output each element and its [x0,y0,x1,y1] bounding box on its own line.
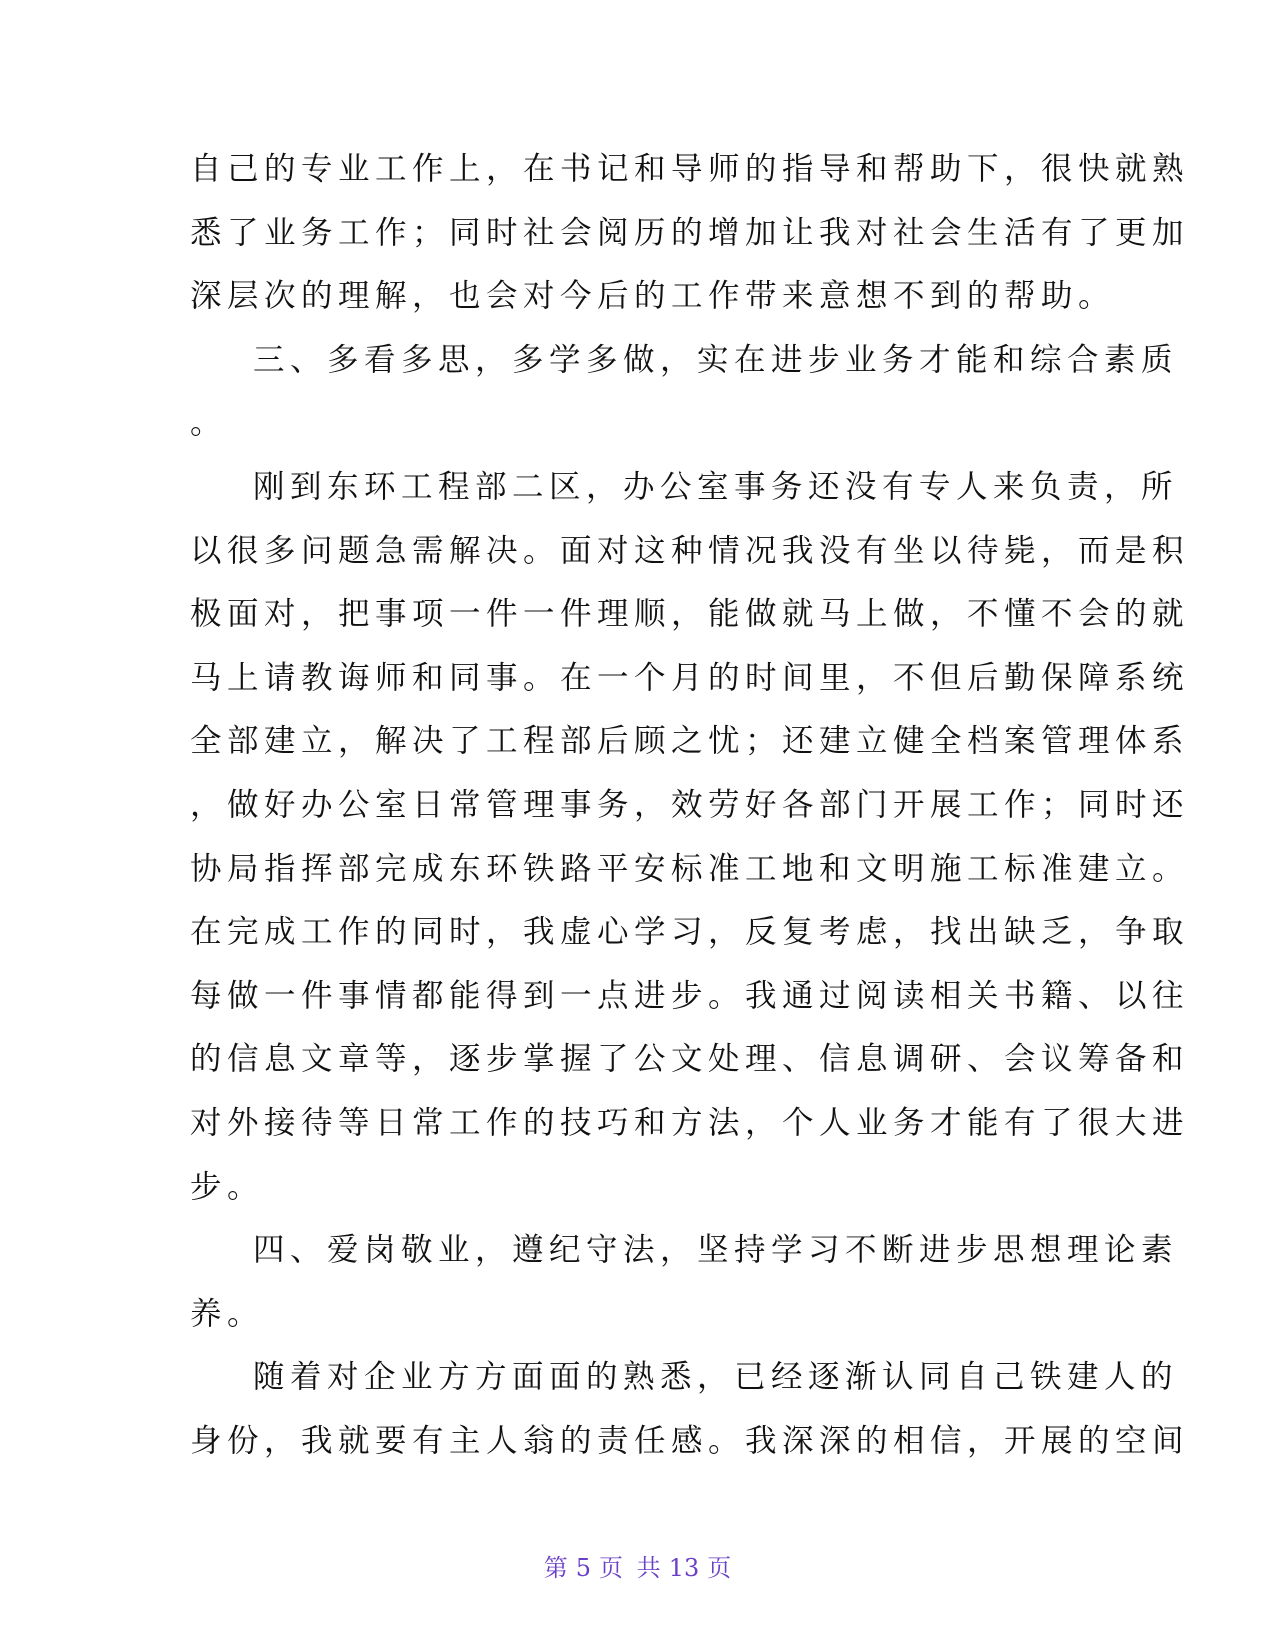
text-line: 协局指挥部完成东环铁路平安标准工地和文明施工标准建立。 [190,850,1190,887]
footer-middle: 页 共 [599,1554,661,1582]
text-line: 马上请教诲师和同事。在一个月的时间里，不但后勤保障系统 [190,659,1190,696]
footer-total-pages: 13 [668,1554,700,1582]
body-text [190,138,1190,1473]
paragraph-start: 随着对企业方方面面的熟悉，已经逐渐认同自己铁建人的 [253,1359,1179,1396]
text-line: 深层次的理解，也会对今后的工作带来意想不到的帮助。 [190,278,1116,315]
text-line: 的信息文章等，逐步掌握了公文处理、信息调研、会议筹备和 [190,1041,1190,1078]
text-line: 在完成工作的同时，我虚心学习，反复考虑，找出缺乏，争取 [190,914,1190,951]
footer-current-page: 5 [575,1554,592,1582]
text-line: 步。 [190,1168,265,1205]
text-line: 每做一件事情都能得到一点进步。我通过阅读相关书籍、以往 [190,977,1190,1014]
footer-prefix: 第 [543,1554,568,1582]
text-line: 身份，我就要有主人翁的责任感。我深深的相信，开展的空间 [190,1422,1190,1459]
text-line: 对外接待等日常工作的技巧和方法，个人业务才能有了很大进 [190,1104,1190,1141]
text-line: 养。 [190,1295,265,1332]
text-line: 悉了业务工作；同时社会阅历的增加让我对社会生活有了更加 [190,214,1190,251]
text-line: ，做好办公室日常管理事务，效劳好各部门开展工作；同时还 [190,786,1190,823]
section-heading-3: 三、多看多思，多学多做，实在进步业务才能和综合素质 [253,341,1179,378]
text-line: 自己的专业工作上，在书记和导师的指导和帮助下，很快就熟 [190,151,1190,187]
section-heading-4: 四、爱岗敬业，遵纪守法，坚持学习不断进步思想理论素 [253,1232,1179,1269]
footer-suffix: 页 [707,1554,732,1582]
text-line: 极面对，把事项一件一件理顺，能做就马上做，不懂不会的就 [190,596,1190,633]
text-line: 。 [190,405,228,442]
text-line: 以很多问题急需解决。面对这种情况我没有坐以待毙，而是积 [190,532,1190,569]
paragraph-start: 刚到东环工程部二区，办公室事务还没有专人来负责，所 [253,468,1179,505]
text-line: 全部建立，解决了工程部后顾之忧；还建立健全档案管理体系 [190,723,1190,760]
page-footer [0,1548,1275,1583]
